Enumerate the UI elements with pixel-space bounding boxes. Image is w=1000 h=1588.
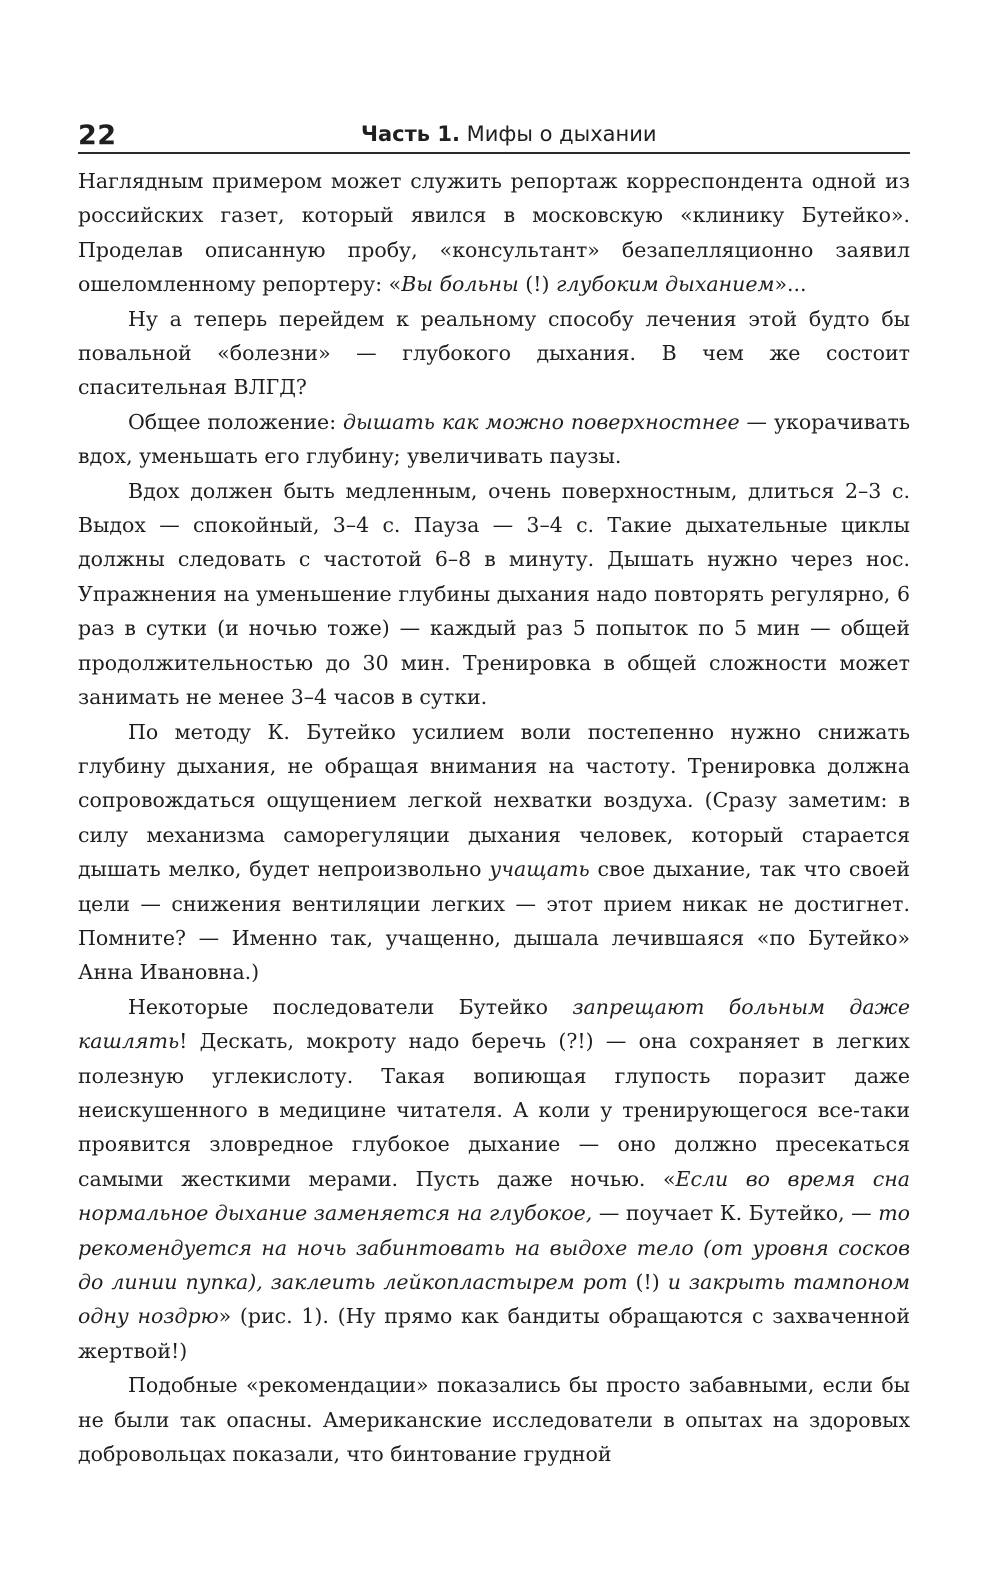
text-run: свое дыхание, так что своей цели — снижения вентиляции легких — этот прием никак не достигнет. Помните? — Именно так, учащенно, дышала лечившаяся «по Бутейко» Анна Ивановна.) — [78, 857, 911, 985]
italic-text: Вы больны — [401, 272, 519, 297]
text-run: (!) — [627, 1270, 668, 1294]
italic-text: глубоким дыханием — [556, 272, 775, 297]
running-header — [78, 112, 910, 154]
body-text — [78, 164, 910, 1471]
italic-text: Если во время сна нормальное дыхание заменяется на глубокое, — [78, 1166, 910, 1226]
part-label: Часть 1. — [361, 122, 460, 146]
paragraph — [78, 474, 910, 715]
italic-text: запрещают больным даже кашлять — [78, 994, 910, 1054]
text-run: — поучает К. Бутейко, — — [592, 1201, 879, 1226]
text-run: »... — [774, 272, 807, 297]
italic-text: то рекомендуется на ночь забинтовать на выдохе тело (от уровня сосков до линии пупка), заклеить лейкопластырем рот — [78, 1201, 911, 1294]
paragraph — [78, 990, 910, 1368]
chapter-title: Мифы о дыхании — [466, 122, 657, 146]
text-run: » (рис. 1). (Ну прямо как бандиты обращаются с захваченной жертвой!) — [78, 1304, 910, 1363]
text-run: Некоторые последователи Бутейко — [128, 994, 573, 1019]
text-run: Подобные «рекомендации» показались бы просто забавными, если бы не были так опасны. Американские исследователи в опытах на здоровых добровольцах показали, что бинтование грудной — [78, 1373, 910, 1467]
paragraph — [78, 715, 910, 990]
italic-text: учащать — [489, 857, 590, 882]
text-run: — укорачивать вдох, уменьшать его глубину; увеличивать паузы. — [78, 409, 910, 469]
paragraph — [78, 405, 910, 474]
text-run: (!) — [518, 272, 557, 297]
text-run: Ну а теперь перейдем к реальному способу лечения этой будто бы повальной «болезни» — глубокого дыхания. В чем же состоит спасительная ВЛГД? — [78, 306, 910, 400]
paragraph — [78, 1368, 910, 1471]
text-run: ! Дескать, мокроту надо беречь (?!) — она сохраняет в легких полезную углекислоту. Такая вопиющая глупость поразит даже неискушенного в медицине читателя. А коли у тренирующегося все-таки проявится зловредное глубокое дыхание — оно должно пресекаться самыми жесткими мерами. Пусть даже ночью. « — [78, 1029, 910, 1191]
text-run: Общее положение: — [128, 409, 343, 434]
italic-text: и закрыть тампоном одну ноздрю — [78, 1270, 911, 1329]
text-run: Вдох должен быть медленным, очень поверхностным, длиться 2–3 с. Выдох — спокойный, 3–4 с. Пауза — 3–4 с. Такие дыхательные циклы должны следовать с частотой 6–8 в минуту. Дышать нужно через нос. Упражнения на уменьшение глубины дыхания надо повторять регулярно, 6 раз в сутки (и ночью тоже) — каждый раз 5 попыток по 5 мин — общей продолжительностью до 30 мин. Тренировка в общей сложности может занимать не менее 3–4 часов в сутки. — [78, 478, 910, 710]
page-number: 22 — [78, 120, 117, 151]
text-run: Наглядным примером может служить репортаж корреспондента одной из российских газет, который явился в московскую «клинику Бутейко». Проделав описанную пробу, «консультант» безапелляционно заявил ошеломленному репортеру: « — [78, 169, 910, 297]
text-run: По методу К. Бутейко усилием воли постепенно нужно снижать глубину дыхания, не обращая внимания на частоту. Тренировка должна сопровождаться ощущением легкой нехватки воздуха. (Сразу заметим: в силу механизма саморегуляции дыхания человек, который старается дышать мелко, будет непроизвольно — [78, 719, 910, 882]
book-page — [78, 112, 910, 1471]
paragraph — [78, 302, 910, 405]
italic-text: дышать как можно поверхностнее — [343, 409, 740, 434]
paragraph — [78, 164, 910, 302]
chapter-heading — [361, 122, 657, 146]
